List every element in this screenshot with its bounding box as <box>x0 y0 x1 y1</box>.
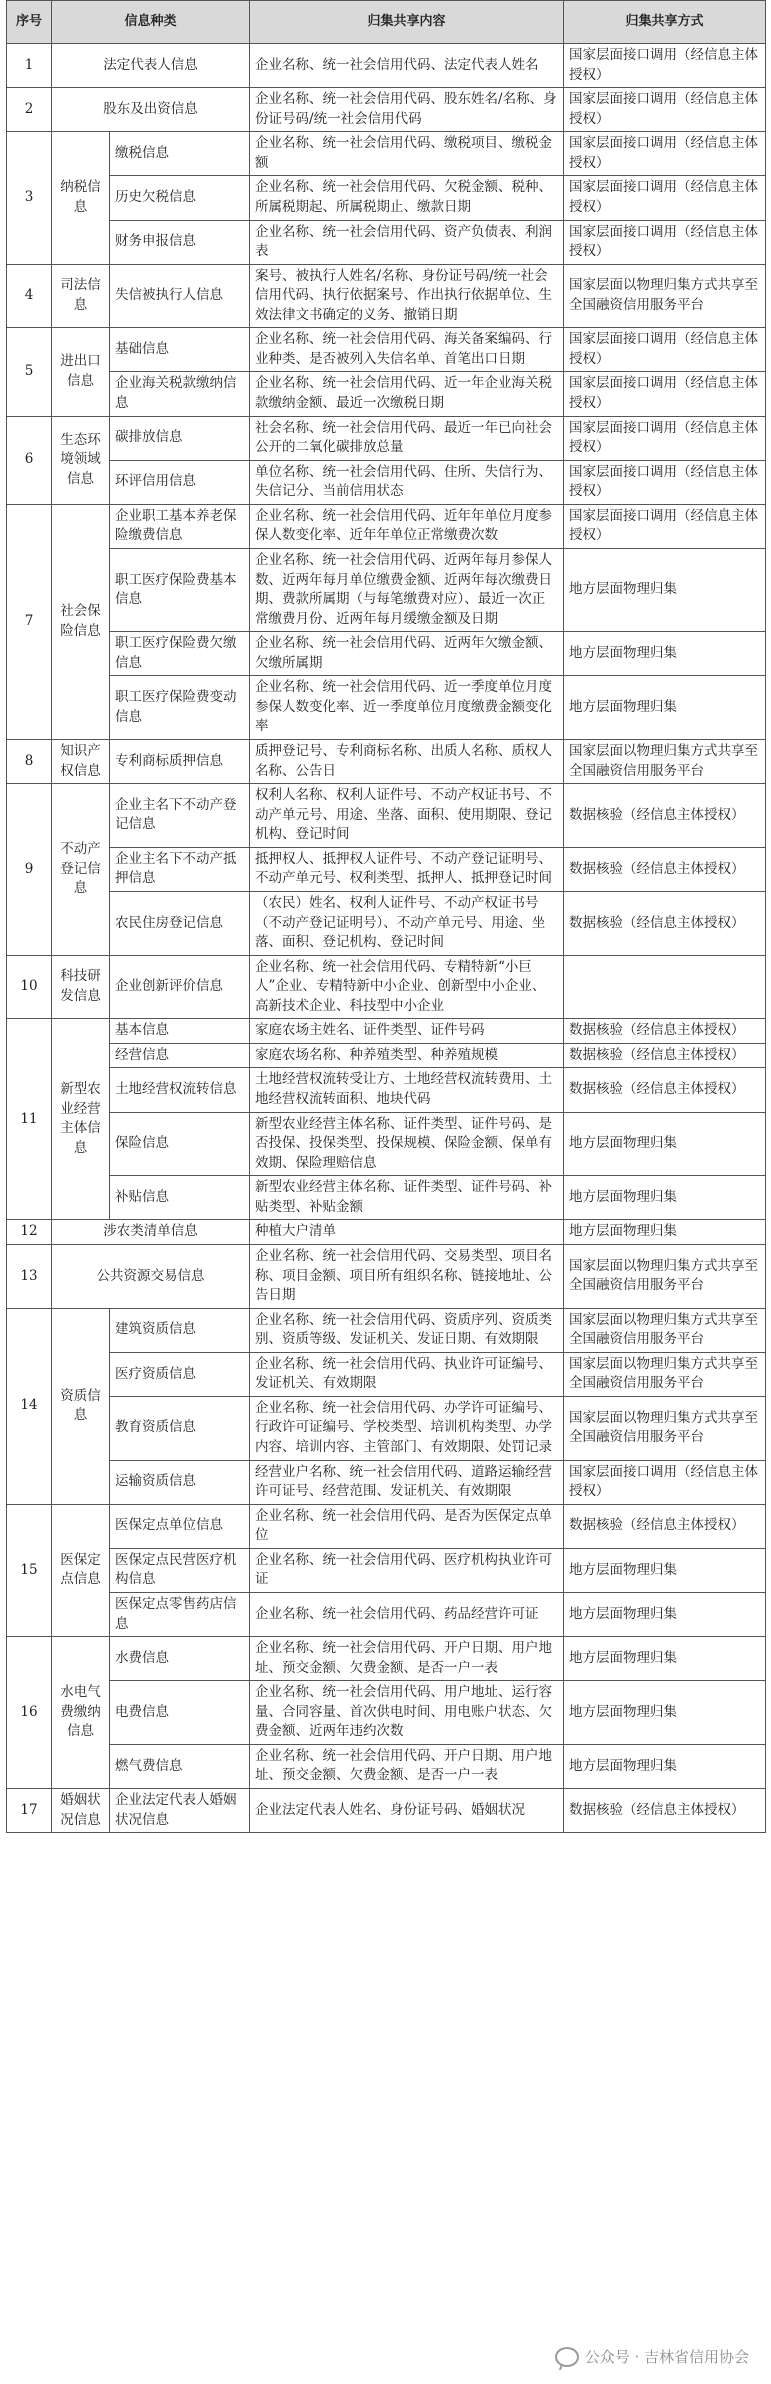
table-row <box>7 264 766 328</box>
info-subcategory: 财务申报信息 <box>110 220 250 264</box>
row-number: 16 <box>7 1637 52 1789</box>
sharing-method: 数据核验（经信息主体授权） <box>564 1504 766 1548</box>
info-subcategory: 历史欠税信息 <box>110 176 250 220</box>
sharing-method: 国家层面接口调用（经信息主体授权） <box>564 88 766 132</box>
sharing-method: 地方层面物理归集 <box>564 1176 766 1220</box>
info-category: 资质信息 <box>52 1308 110 1504</box>
sharing-method: 地方层面物理归集 <box>564 1592 766 1636</box>
sharing-method: 数据核验（经信息主体授权） <box>564 891 766 955</box>
info-subcategory: 企业法定代表人婚姻状况信息 <box>110 1789 250 1833</box>
sharing-method: 地方层面物理归集 <box>564 632 766 676</box>
row-number: 6 <box>7 416 52 504</box>
sharing-method: 数据核验（经信息主体授权） <box>564 847 766 891</box>
sharing-method: 国家层面接口调用（经信息主体授权） <box>564 504 766 548</box>
header-category: 信息种类 <box>52 1 250 44</box>
sharing-method: 国家层面接口调用（经信息主体授权） <box>564 220 766 264</box>
sharing-method: 国家层面接口调用（经信息主体授权） <box>564 132 766 176</box>
shared-content: 企业名称、统一社会信用代码、专精特新“小巨人”企业、专精特新中小企业、创新型中小企业、高新技术企业、科技型中小企业 <box>250 955 564 1019</box>
row-number: 14 <box>7 1308 52 1504</box>
table-row <box>7 176 766 220</box>
shared-content: 企业名称、统一社会信用代码、近年年单位月度参保人数变化率、近年年单位正常缴费次数 <box>250 504 564 548</box>
table-row <box>7 1460 766 1504</box>
info-subcategory: 经营信息 <box>110 1043 250 1068</box>
table-row <box>7 504 766 548</box>
table-row <box>7 955 766 1019</box>
info-category: 医保定点信息 <box>52 1504 110 1636</box>
table-row <box>7 676 766 740</box>
sharing-method: 国家层面接口调用（经信息主体授权） <box>564 1460 766 1504</box>
shared-content: 家庭农场名称、种养殖类型、种养殖规模 <box>250 1043 564 1068</box>
info-category: 知识产权信息 <box>52 740 110 784</box>
info-category: 水电气费缴纳信息 <box>52 1637 110 1789</box>
row-number: 5 <box>7 328 52 416</box>
watermark <box>555 2346 749 2367</box>
info-subcategory: 农民住房登记信息 <box>110 891 250 955</box>
row-number: 3 <box>7 132 52 264</box>
shared-content: 质押登记号、专利商标名称、出质人名称、质权人名称、公告日 <box>250 740 564 784</box>
table-row <box>7 847 766 891</box>
shared-content: 企业名称、统一社会信用代码、近一年企业海关税款缴纳金额、最近一次缴税日期 <box>250 372 564 416</box>
info-subcategory: 医疗资质信息 <box>110 1352 250 1396</box>
info-subcategory: 失信被执行人信息 <box>110 264 250 328</box>
info-subcategory: 建筑资质信息 <box>110 1308 250 1352</box>
sharing-method: 国家层面以物理归集方式共享至全国融资信用服务平台 <box>564 264 766 328</box>
info-subcategory: 基础信息 <box>110 328 250 372</box>
info-subcategory: 企业主名下不动产登记信息 <box>110 784 250 848</box>
info-subcategory: 专利商标质押信息 <box>110 740 250 784</box>
shared-content: 单位名称、统一社会信用代码、住所、失信行为、失信记分、当前信用状态 <box>250 460 564 504</box>
table-row <box>7 740 766 784</box>
row-number: 7 <box>7 504 52 739</box>
info-subcategory: 企业主名下不动产抵押信息 <box>110 847 250 891</box>
table-row <box>7 1744 766 1788</box>
shared-content: 企业名称、统一社会信用代码、近两年每月参保人数、近两年每月单位缴费金额、近两年每次缴费日期、费款所属期（与每笔缴费对应）、最近一次正常缴费月份、近两年每月缓缴金额及日期 <box>250 548 564 631</box>
wechat-icon <box>555 2347 579 2367</box>
table-row <box>7 1592 766 1636</box>
table-row <box>7 1220 766 1245</box>
row-number: 15 <box>7 1504 52 1636</box>
shared-content: 企业名称、统一社会信用代码、法定代表人姓名 <box>250 44 564 88</box>
row-number: 9 <box>7 784 52 956</box>
row-number: 1 <box>7 44 52 88</box>
table-row <box>7 1548 766 1592</box>
info-subcategory: 医保定点零售药店信息 <box>110 1592 250 1636</box>
info-category: 司法信息 <box>52 264 110 328</box>
sharing-method: 数据核验（经信息主体授权） <box>564 784 766 848</box>
sharing-method: 数据核验（经信息主体授权） <box>564 1019 766 1044</box>
shared-content: 企业法定代表人姓名、身份证号码、婚姻状况 <box>250 1789 564 1833</box>
shared-content: （农民）姓名、权利人证件号、不动产权证书号（不动产登记证明号）、不动产单元号、用途、坐落、面积、登记机构、登记时间 <box>250 891 564 955</box>
sharing-method: 地方层面物理归集 <box>564 548 766 631</box>
shared-content: 企业名称、统一社会信用代码、开户日期、用户地址、预交金额、欠费金额、是否一户一表 <box>250 1637 564 1681</box>
info-subcategory: 电费信息 <box>110 1681 250 1745</box>
info-category: 法定代表人信息 <box>52 44 250 88</box>
shared-content: 企业名称、统一社会信用代码、股东姓名/名称、身份证号码/统一社会信用代码 <box>250 88 564 132</box>
table-row <box>7 372 766 416</box>
info-subcategory: 环评信用信息 <box>110 460 250 504</box>
info-subcategory: 企业创新评价信息 <box>110 955 250 1019</box>
shared-content: 企业名称、统一社会信用代码、缴税项目、缴税金额 <box>250 132 564 176</box>
shared-content: 企业名称、统一社会信用代码、药品经营许可证 <box>250 1592 564 1636</box>
shared-content: 新型农业经营主体名称、证件类型、证件号码、补贴类型、补贴金额 <box>250 1176 564 1220</box>
table-row <box>7 1244 766 1308</box>
header-no: 序号 <box>7 1 52 44</box>
table-row <box>7 328 766 372</box>
shared-content: 新型农业经营主体名称、证件类型、证件号码、是否投保、投保类型、投保规模、保险金额、保单有效期、保险理赔信息 <box>250 1112 564 1176</box>
row-number: 17 <box>7 1789 52 1833</box>
info-subcategory: 职工医疗保险费欠缴信息 <box>110 632 250 676</box>
info-subcategory: 碳排放信息 <box>110 416 250 460</box>
info-category: 公共资源交易信息 <box>52 1244 250 1308</box>
shared-content: 企业名称、统一社会信用代码、欠税金额、税种、所属税期起、所属税期止、缴款日期 <box>250 176 564 220</box>
info-category: 婚姻状况信息 <box>52 1789 110 1833</box>
shared-content: 企业名称、统一社会信用代码、海关备案编码、行业种类、是否被列入失信名单、首笔出口日期 <box>250 328 564 372</box>
table-row <box>7 548 766 631</box>
info-category: 新型农业经营主体信息 <box>52 1019 110 1220</box>
sharing-method: 国家层面接口调用（经信息主体授权） <box>564 328 766 372</box>
shared-content: 经营业户名称、统一社会信用代码、道路运输经营许可证号、经营范围、发证机关、有效期限 <box>250 1460 564 1504</box>
sharing-method: 国家层面接口调用（经信息主体授权） <box>564 416 766 460</box>
sharing-method: 国家层面以物理归集方式共享至全国融资信用服务平台 <box>564 1308 766 1352</box>
table-row <box>7 1112 766 1176</box>
info-subcategory: 燃气费信息 <box>110 1744 250 1788</box>
table-row <box>7 784 766 848</box>
info-sharing-table <box>6 0 766 1833</box>
info-category: 涉农类清单信息 <box>52 1220 250 1245</box>
info-category: 股东及出资信息 <box>52 88 250 132</box>
shared-content: 企业名称、统一社会信用代码、开户日期、用户地址、预交金额、欠费金额、是否一户一表 <box>250 1744 564 1788</box>
sharing-method: 数据核验（经信息主体授权） <box>564 1068 766 1112</box>
info-subcategory: 医保定点民营医疗机构信息 <box>110 1548 250 1592</box>
row-number: 8 <box>7 740 52 784</box>
sharing-method <box>564 955 766 1019</box>
info-subcategory: 补贴信息 <box>110 1176 250 1220</box>
table-row <box>7 1681 766 1745</box>
info-category: 生态环境领域信息 <box>52 416 110 504</box>
info-subcategory: 教育资质信息 <box>110 1396 250 1460</box>
sharing-method: 数据核验（经信息主体授权） <box>564 1789 766 1833</box>
row-number: 4 <box>7 264 52 328</box>
table-row <box>7 1789 766 1833</box>
sharing-method: 国家层面以物理归集方式共享至全国融资信用服务平台 <box>564 1352 766 1396</box>
info-subcategory: 企业职工基本养老保险缴费信息 <box>110 504 250 548</box>
sharing-method: 国家层面以物理归集方式共享至全国融资信用服务平台 <box>564 1396 766 1460</box>
info-subcategory: 保险信息 <box>110 1112 250 1176</box>
sharing-method: 国家层面接口调用（经信息主体授权） <box>564 44 766 88</box>
sharing-method: 国家层面以物理归集方式共享至全国融资信用服务平台 <box>564 1244 766 1308</box>
info-subcategory: 企业海关税款缴纳信息 <box>110 372 250 416</box>
sharing-method: 地方层面物理归集 <box>564 1112 766 1176</box>
table-row <box>7 88 766 132</box>
shared-content: 企业名称、统一社会信用代码、近一季度单位月度参保人数变化率、近一季度单位月度缴费金额变化率 <box>250 676 564 740</box>
row-number: 10 <box>7 955 52 1019</box>
sharing-method: 地方层面物理归集 <box>564 1744 766 1788</box>
info-category: 社会保险信息 <box>52 504 110 739</box>
table-row <box>7 44 766 88</box>
shared-content: 企业名称、统一社会信用代码、医疗机构执业许可证 <box>250 1548 564 1592</box>
info-subcategory: 土地经营权流转信息 <box>110 1068 250 1112</box>
table-row <box>7 416 766 460</box>
sharing-method: 地方层面物理归集 <box>564 1637 766 1681</box>
sharing-method: 国家层面接口调用（经信息主体授权） <box>564 460 766 504</box>
shared-content: 企业名称、统一社会信用代码、办学许可证编号、行政许可证编号、学校类型、培训机构类型、办学内容、培训内容、主管部门、有效期限、处罚记录 <box>250 1396 564 1460</box>
info-category: 纳税信息 <box>52 132 110 264</box>
table-row <box>7 460 766 504</box>
info-subcategory: 职工医疗保险费变动信息 <box>110 676 250 740</box>
info-subcategory: 基本信息 <box>110 1019 250 1044</box>
shared-content: 企业名称、统一社会信用代码、是否为医保定点单位 <box>250 1504 564 1548</box>
table-row <box>7 1019 766 1044</box>
table-row <box>7 1396 766 1460</box>
shared-content: 企业名称、统一社会信用代码、交易类型、项目名称、项目金额、项目所有组织名称、链接地址、公告日期 <box>250 1244 564 1308</box>
shared-content: 企业名称、统一社会信用代码、用户地址、运行容量、合同容量、首次供电时间、用电账户状态、欠费金额、近两年违约次数 <box>250 1681 564 1745</box>
row-number: 13 <box>7 1244 52 1308</box>
shared-content: 社会名称、统一社会信用代码、最近一年已向社会公开的二氧化碳排放总量 <box>250 416 564 460</box>
table-row <box>7 1176 766 1220</box>
table-row <box>7 891 766 955</box>
table-row <box>7 1068 766 1112</box>
sharing-method: 地方层面物理归集 <box>564 1220 766 1245</box>
shared-content: 抵押权人、抵押权人证件号、不动产登记证明号、不动产单元号、权利类型、抵押人、抵押登记时间 <box>250 847 564 891</box>
table-row <box>7 1043 766 1068</box>
info-category: 不动产登记信息 <box>52 784 110 956</box>
table-row <box>7 220 766 264</box>
shared-content: 土地经营权流转受让方、土地经营权流转费用、土地经营权流转面积、地块代码 <box>250 1068 564 1112</box>
sharing-method: 国家层面接口调用（经信息主体授权） <box>564 372 766 416</box>
header-method: 归集共享方式 <box>564 1 766 44</box>
shared-content: 权利人名称、权利人证件号、不动产权证书号、不动产单元号、用途、坐落、面积、使用期限、登记机构、登记时间 <box>250 784 564 848</box>
table-body <box>7 44 766 1833</box>
row-number: 11 <box>7 1019 52 1220</box>
table-header-row <box>7 1 766 44</box>
table-row <box>7 1504 766 1548</box>
shared-content: 家庭农场主姓名、证件类型、证件号码 <box>250 1019 564 1044</box>
watermark-text: 公众号 · 吉林省信用协会 <box>584 2348 749 2366</box>
sharing-method: 地方层面物理归集 <box>564 676 766 740</box>
sharing-method: 数据核验（经信息主体授权） <box>564 1043 766 1068</box>
shared-content: 企业名称、统一社会信用代码、资产负债表、利润表 <box>250 220 564 264</box>
shared-content: 企业名称、统一社会信用代码、资质序列、资质类别、资质等级、发证机关、发证日期、有效期限 <box>250 1308 564 1352</box>
shared-content: 企业名称、统一社会信用代码、执业许可证编号、发证机关、有效期限 <box>250 1352 564 1396</box>
table-row <box>7 1637 766 1681</box>
shared-content: 种植大户清单 <box>250 1220 564 1245</box>
info-subcategory: 医保定点单位信息 <box>110 1504 250 1548</box>
header-content: 归集共享内容 <box>250 1 564 44</box>
sharing-method: 地方层面物理归集 <box>564 1681 766 1745</box>
info-subcategory: 运输资质信息 <box>110 1460 250 1504</box>
shared-content: 企业名称、统一社会信用代码、近两年欠缴金额、欠缴所属期 <box>250 632 564 676</box>
table-row <box>7 1352 766 1396</box>
info-subcategory: 职工医疗保险费基本信息 <box>110 548 250 631</box>
sharing-method: 国家层面接口调用（经信息主体授权） <box>564 176 766 220</box>
table-row <box>7 1308 766 1352</box>
info-category: 科技研发信息 <box>52 955 110 1019</box>
row-number: 2 <box>7 88 52 132</box>
info-category: 进出口信息 <box>52 328 110 416</box>
sharing-method: 地方层面物理归集 <box>564 1548 766 1592</box>
sharing-method: 国家层面以物理归集方式共享至全国融资信用服务平台 <box>564 740 766 784</box>
table-row <box>7 132 766 176</box>
row-number: 12 <box>7 1220 52 1245</box>
table-row <box>7 632 766 676</box>
info-subcategory: 水费信息 <box>110 1637 250 1681</box>
shared-content: 案号、被执行人姓名/名称、身份证号码/统一社会信用代码、执行依据案号、作出执行依据单位、生效法律文书确定的义务、撤销日期 <box>250 264 564 328</box>
info-subcategory: 缴税信息 <box>110 132 250 176</box>
